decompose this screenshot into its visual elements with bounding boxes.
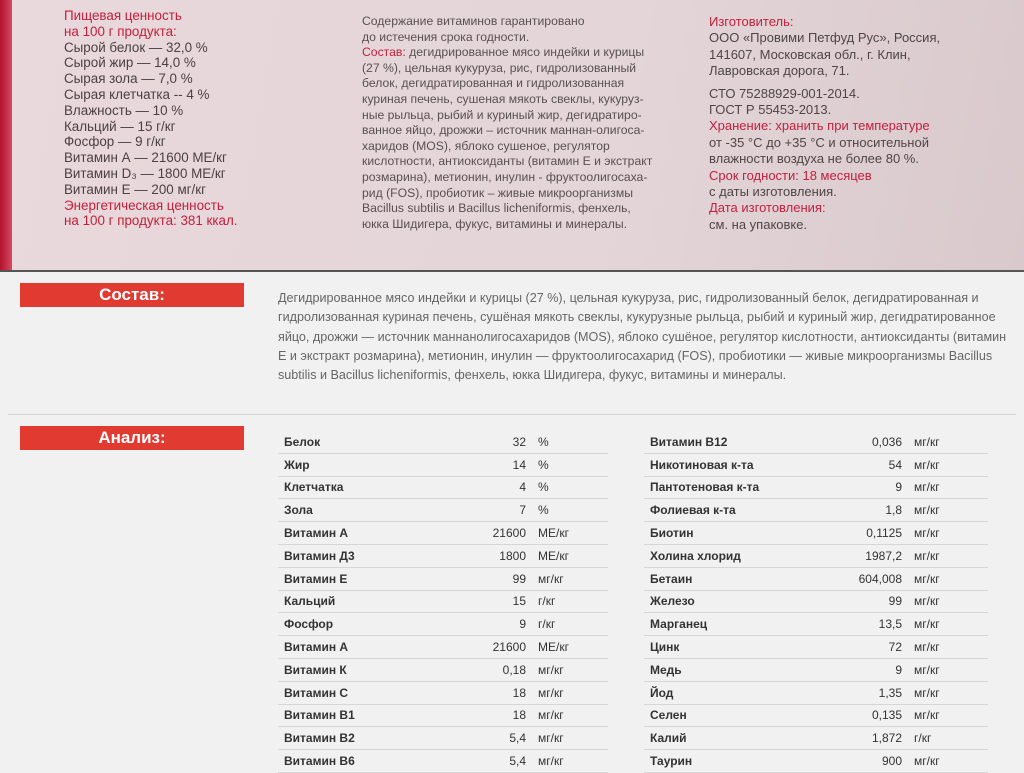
photo-text-line: Сырой белок — 32,0 % [64, 39, 208, 55]
nutrient-row [278, 704, 608, 727]
photo-text-line: Хранение: хранить при температуре [709, 118, 930, 134]
nutrient-value: 604,008 [806, 567, 908, 590]
nutrient-unit: мг/кг [908, 613, 988, 636]
photo-text-line: Витамин D₃ — 1800 МЕ/кг [64, 165, 226, 181]
photo-text-line: Сырая клетчатка -- 4 % [64, 86, 210, 102]
nutrient-name: Биотин [644, 522, 806, 545]
nutrient-unit: мг/кг [532, 750, 608, 773]
nutrient-row [644, 431, 988, 453]
nutrient-unit: мг/кг [908, 567, 988, 590]
photo-text-line: от -35 °С до +35 °С и относительной [709, 134, 929, 150]
nutrient-value: 21600 [440, 636, 532, 659]
nutrient-unit: мг/кг [908, 658, 988, 681]
nutrient-name: Витамин В2 [278, 727, 440, 750]
nutrient-name: Железо [644, 590, 806, 613]
nutrient-row [278, 431, 608, 453]
photo-bottom-line [0, 270, 1024, 272]
nutrient-row [278, 476, 608, 499]
nutrient-unit: мг/кг [908, 522, 988, 545]
photo-text-line: Витамин Е — 200 мг/кг [64, 181, 207, 197]
nutrient-unit: г/кг [532, 590, 608, 613]
nutrient-value: 0,1125 [806, 522, 908, 545]
nutrient-name: Жир [278, 453, 440, 476]
nutrient-name: Зола [278, 499, 440, 522]
nutrient-unit: МЕ/кг [532, 544, 608, 567]
photo-text-line: Витамин А — 21600 МЕ/кг [64, 150, 227, 166]
photo-text-line: на 100 г продукта: [64, 23, 177, 39]
photo-text-line: Лавровская дорога, 71. [709, 63, 850, 79]
nutrient-value: 900 [806, 750, 908, 773]
nutrient-value: 1,872 [806, 727, 908, 750]
nutrient-value: 1,35 [806, 681, 908, 704]
nutrient-unit: мг/кг [908, 590, 988, 613]
nutrient-name: Йод [644, 681, 806, 704]
photo-text-line: СТО 75288929-001-2014. [709, 85, 860, 101]
nutrient-value: 14 [440, 453, 532, 476]
nutrient-row [644, 704, 988, 727]
nutrient-name: Витамин В1 [278, 704, 440, 727]
photo-composition-line: кислотности, антиоксиданты (витамин Е и экстракт [362, 154, 653, 169]
nutrient-value: 9 [806, 476, 908, 499]
nutrient-row [278, 499, 608, 522]
nutrient-value: 1987,2 [806, 544, 908, 567]
photo-text-line: Кальций — 15 г/кг [64, 118, 176, 134]
nutrient-row [278, 681, 608, 704]
nutrient-name: Холина хлорид [644, 544, 806, 567]
nutrient-row [278, 544, 608, 567]
composition-text: Дегидрированное мясо индейки и курицы (27 %), цельная кукуруза, рис, гидролизованный белок, дегидратированная и гидролизованная куриная печень, сушёная мякоть свеклы, кукурузные рыльца, рыбий и куриный жир, дегидратированное яйцо, дрожжи — источник маннанолигосахаридов (MOS), яблоко сушёное, регулятор кислотности, антиоксиданты (витамин Е и экстракт розмарина), метионин, инулин — фруктоолигосахарид (FOS), пробиотики — живые микроорганизмы Bacillus subtilis и Bacillus licheniformis, фенхель, юкка Шидигера, фукус, витамины и минералы. [278, 291, 1007, 383]
photo-manufacturer-column [709, 14, 940, 233]
package-photo [0, 0, 1024, 270]
nutrient-row [644, 636, 988, 659]
photo-text-line: Сырой жир — 14,0 % [64, 55, 196, 71]
nutrient-unit: % [532, 431, 608, 453]
nutrient-unit: % [532, 453, 608, 476]
analysis-table-left [278, 431, 608, 773]
nutrient-value: 18 [440, 704, 532, 727]
nutrient-name: Витамин Е [278, 567, 440, 590]
nutrient-unit: мг/кг [532, 658, 608, 681]
nutrient-value: 1,8 [806, 499, 908, 522]
nutrient-unit: МЕ/кг [532, 522, 608, 545]
nutrient-unit: МЕ/кг [532, 636, 608, 659]
nutrient-value: 4 [440, 476, 532, 499]
nutrient-row [644, 750, 988, 773]
nutrient-name: Фосфор [278, 613, 440, 636]
nutrient-unit: мг/кг [908, 636, 988, 659]
photo-composition-label: Состав: [362, 45, 406, 60]
nutrient-row [278, 590, 608, 613]
nutrient-value: 18 [440, 681, 532, 704]
nutrient-value: 9 [806, 658, 908, 681]
photo-text-line: с даты изготовления. [709, 184, 837, 200]
photo-text-line: Пищевая ценность [64, 8, 182, 23]
nutrient-name: Клетчатка [278, 476, 440, 499]
nutrient-unit: % [532, 499, 608, 522]
nutrient-row [644, 567, 988, 590]
nutrient-name: Селен [644, 704, 806, 727]
photo-composition-text: дегидрированное мясо индейки и курицы [409, 45, 645, 60]
photo-text-line: на 100 г продукта: 381 ккал. [64, 213, 238, 229]
nutrient-value: 7 [440, 499, 532, 522]
photo-composition-line: (27 %), цельная кукуруза, рис, гидролизованный [362, 60, 637, 75]
nutrient-value: 5,4 [440, 727, 532, 750]
nutrient-name: Витамин К [278, 658, 440, 681]
photo-guarantee-line-1: Содержание витаминов гарантировано [362, 14, 585, 28]
nutrient-value: 21600 [440, 522, 532, 545]
nutrient-name: Белок [278, 431, 440, 453]
nutrient-name: Витамин Д3 [278, 544, 440, 567]
photo-text-line: Фосфор — 9 г/кг [64, 134, 166, 150]
nutrient-row [644, 681, 988, 704]
nutrient-name: Фолиевая к-та [644, 499, 806, 522]
photo-composition-line: рид (FOS), пробиотик – живые микроорганизмы [362, 185, 633, 200]
nutrient-name: Кальций [278, 590, 440, 613]
photo-composition-line: Bacillus subtilis и Bacillus licheniformis, фенхель, [362, 201, 631, 216]
nutrient-name: Витамин С [278, 681, 440, 704]
nutrient-value: 9 [440, 613, 532, 636]
nutrient-name: Марганец [644, 613, 806, 636]
nutrient-row [278, 522, 608, 545]
nutrient-row [644, 658, 988, 681]
nutrient-value: 72 [806, 636, 908, 659]
photo-composition-line: белок, дегидратированная и гидролизованная [362, 76, 625, 91]
nutrient-row [644, 476, 988, 499]
photo-composition-line: куриная печень, сушеная мякоть свеклы, кукуруз- [362, 91, 644, 106]
photo-composition-line: ванное яйцо, дрожжи – источник маннан-олигоса- [362, 123, 645, 138]
nutrient-name: Витамин В6 [278, 750, 440, 773]
nutrient-row [278, 750, 608, 773]
photo-composition-column [362, 14, 652, 232]
nutrient-name: Никотиновая к-та [644, 453, 806, 476]
nutrient-value: 15 [440, 590, 532, 613]
nutrient-value: 1800 [440, 544, 532, 567]
nutrient-name: Таурин [644, 750, 806, 773]
nutrient-unit: мг/кг [532, 681, 608, 704]
nutrient-row [644, 544, 988, 567]
nutrient-unit: г/кг [532, 613, 608, 636]
composition-heading: Состав: [20, 283, 244, 307]
nutrient-row [644, 590, 988, 613]
nutrient-value: 99 [440, 567, 532, 590]
nutrient-value: 99 [806, 590, 908, 613]
photo-composition-line: розмарина), метионин, инулин - фруктоолигосаха- [362, 169, 648, 184]
nutrient-name: Пантотеновая к-та [644, 476, 806, 499]
analysis-table-right [644, 431, 988, 773]
photo-text-line: см. на упаковке. [709, 216, 808, 232]
photo-text-line: Изготовитель: [709, 14, 794, 29]
nutrient-unit: мг/кг [532, 567, 608, 590]
nutrient-row [278, 727, 608, 750]
nutrient-unit: мг/кг [908, 544, 988, 567]
nutrient-value: 54 [806, 453, 908, 476]
nutrient-unit: мг/кг [908, 704, 988, 727]
nutrient-name: Медь [644, 658, 806, 681]
photo-text-line: ГОСТ Р 55453-2013. [709, 102, 832, 118]
nutrient-unit: мг/кг [908, 431, 988, 453]
nutrient-row [644, 499, 988, 522]
photo-text-line: Срок годности: 18 месяцев [709, 167, 872, 183]
photo-text-line: 141607, Московская обл., г. Клин, [709, 46, 911, 62]
nutrient-value: 0,135 [806, 704, 908, 727]
nutrient-unit: г/кг [908, 727, 988, 750]
nutrient-row [278, 636, 608, 659]
nutrient-row [644, 522, 988, 545]
nutrient-row [278, 613, 608, 636]
nutrient-row [278, 567, 608, 590]
photo-text-line: Сырая зола — 7,0 % [64, 71, 193, 87]
nutrient-value: 13,5 [806, 613, 908, 636]
photo-composition-line: харидов (MOS), яблоко сушеное, регулятор [362, 138, 610, 153]
nutrient-unit: % [532, 476, 608, 499]
nutrient-unit: мг/кг [908, 681, 988, 704]
nutrient-value: 32 [440, 431, 532, 453]
nutrient-row [644, 727, 988, 750]
nutrient-unit: мг/кг [908, 453, 988, 476]
nutrient-unit: мг/кг [908, 476, 988, 499]
nutrient-name: Витамин В12 [644, 431, 806, 453]
photo-text-line: Влажность — 10 % [64, 102, 184, 118]
photo-nutrition-column [64, 8, 238, 229]
nutrient-value: 0,18 [440, 658, 532, 681]
nutrient-unit: мг/кг [532, 727, 608, 750]
nutrient-unit: мг/кг [908, 499, 988, 522]
package-red-edge [0, 0, 12, 270]
nutrient-value: 5,4 [440, 750, 532, 773]
photo-text-line: Дата изготовления: [709, 200, 826, 216]
nutrient-row [278, 658, 608, 681]
nutrient-name: Калий [644, 727, 806, 750]
nutrient-name: Цинк [644, 636, 806, 659]
nutrient-name: Витамин А [278, 636, 440, 659]
photo-guarantee-line-2: до истечения срока годности. [362, 29, 530, 44]
nutrient-row [644, 613, 988, 636]
analysis-heading: Анализ: [20, 426, 244, 450]
photo-text-line: влажности воздуха не более 80 %. [709, 151, 919, 167]
nutrient-unit: мг/кг [908, 750, 988, 773]
nutrient-unit: мг/кг [532, 704, 608, 727]
nutrient-name: Бетаин [644, 567, 806, 590]
section-divider [8, 414, 1016, 415]
photo-composition-line: ные рыльца, рыбий и куриный жир, дегидратиро- [362, 107, 642, 122]
nutrient-value: 0,036 [806, 431, 908, 453]
nutrient-name: Витамин А [278, 522, 440, 545]
photo-text-line: Энергетическая ценность [64, 197, 224, 213]
nutrient-row [278, 453, 608, 476]
nutrient-row [644, 453, 988, 476]
photo-composition-line: юкка Шидигера, фукус, витамины и минералы. [362, 216, 627, 231]
photo-composition-first-line [362, 45, 652, 61]
photo-text-line: ООО «Провими Петфуд Рус», Россия, [709, 30, 941, 46]
